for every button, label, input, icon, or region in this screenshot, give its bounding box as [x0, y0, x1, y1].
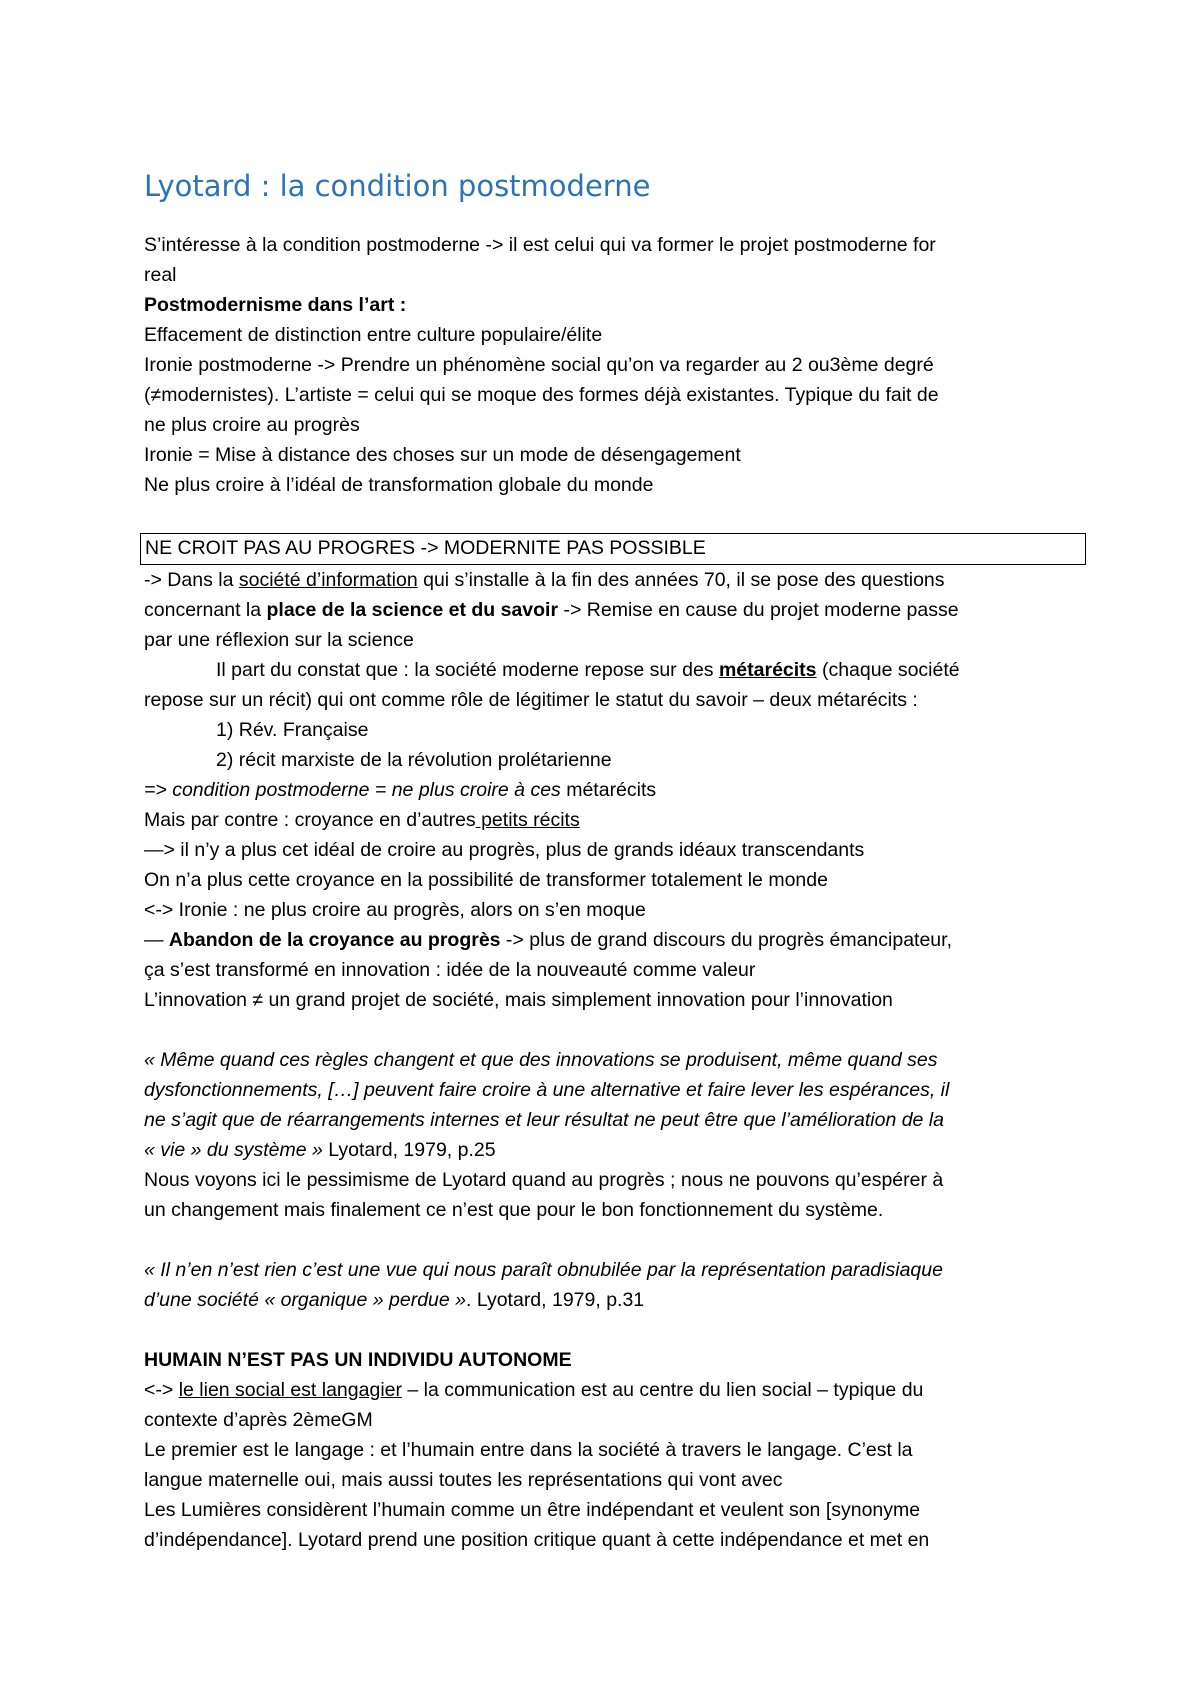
underlined-term: le lien social est langagier	[178, 1379, 402, 1401]
text-line: Ironie = Mise à distance des choses sur un mode de désengagement	[144, 444, 741, 466]
text-line: d’indépendance]. Lyotard prend une position critique quant à cette indépendance et met en	[144, 1529, 930, 1551]
spacer	[144, 1225, 1070, 1255]
text-run: – la communication est au centre du lien social – typique du	[402, 1379, 924, 1401]
text-line: On n’a plus cette croyance en la possibilité de transformer totalement le monde	[144, 869, 828, 891]
italic-run: « vie » du système »	[144, 1139, 323, 1161]
text-line	[144, 925, 1070, 955]
text-run: -> plus de grand discours du progrès émancipateur,	[500, 929, 952, 951]
text-run: Il part du constat que : la société moderne repose sur des	[216, 659, 719, 681]
text-run: concernant la	[144, 599, 267, 621]
bold-term: Abandon de la croyance au progrès	[168, 929, 501, 951]
underlined-term: petits récits	[475, 809, 580, 831]
bold-underlined-term: métarécits	[718, 659, 817, 681]
text-line	[144, 595, 1070, 625]
text-run: Mais par contre : croyance en d’autres	[144, 809, 476, 831]
text-line: par une réflexion sur la science	[144, 629, 414, 651]
list-item	[144, 745, 1070, 775]
section-heading: Postmodernisme dans l’art :	[144, 294, 407, 316]
text-line: langue maternelle oui, mais aussi toutes les représentations qui vont avec	[144, 1469, 783, 1491]
text-line: (≠modernistes). L’artiste = celui qui se moque des formes déjà existantes. Typique du fait de	[144, 384, 939, 406]
text-line: Effacement de distinction entre culture populaire/élite	[144, 324, 603, 346]
text-run: -> Remise en cause du projet moderne passe	[558, 599, 959, 621]
text-line	[144, 805, 1070, 835]
text-run: qui s’installe à la fin des années 70, il se pose des questions	[417, 569, 945, 591]
bold-term: place de la science et du savoir	[266, 599, 559, 621]
text-run: —	[144, 929, 169, 951]
boxed-heading: NE CROIT PAS AU PROGRES -> MODERNITE PAS POSSIBLE	[140, 533, 1086, 565]
text-line: un changement mais finalement ce n’est que pour le bon fonctionnement du système.	[144, 1199, 884, 1221]
italic-run: d’une société « organique » perdue »	[144, 1289, 466, 1311]
section-heading: HUMAIN N’EST PAS UN INDIVIDU AUTONOME	[144, 1349, 572, 1371]
text-line: Les Lumières considèrent l’humain comme un être indépendant et veulent son [synonyme	[144, 1499, 921, 1521]
list-item-text: 2) récit marxiste de la révolution prolétarienne	[216, 749, 612, 771]
text-line: Ironie postmoderne -> Prendre un phénomène social qu’on va regarder au 2 ou3ème degré	[144, 354, 934, 376]
text-line: Nous voyons ici le pessimisme de Lyotard quand au progrès ; nous ne pouvons qu’espérer à	[144, 1169, 944, 1191]
quote-line	[144, 1285, 1070, 1315]
text-run: métarécits	[560, 779, 657, 801]
text-line	[144, 565, 1070, 595]
italic-run: => condition postmoderne = ne plus croire à ces	[144, 779, 561, 801]
quote-line: dysfonctionnements, […] peuvent faire croire à une alternative et faire lever les espérances, il	[144, 1079, 950, 1101]
text-run: -> Dans la	[144, 569, 239, 591]
quote-line	[144, 1135, 1070, 1165]
citation: . Lyotard, 1979, p.31	[466, 1289, 645, 1311]
text-line	[144, 655, 1070, 685]
document-body	[144, 230, 1070, 1555]
text-line: real	[144, 264, 177, 286]
text-line	[144, 1375, 1070, 1405]
text-line: repose sur un récit) qui ont comme rôle de légitimer le statut du savoir – deux métarécits :	[144, 689, 918, 711]
text-run: (chaque société	[816, 659, 960, 681]
spacer	[144, 500, 1070, 530]
quote-line: « Il n’en n’est rien c’est une vue qui nous paraît obnubilée par la représentation paradisiaque	[144, 1259, 943, 1281]
text-line: —> il n’y a plus cet idéal de croire au progrès, plus de grands idéaux transcendants	[144, 839, 865, 861]
text-line: L’innovation ≠ un grand projet de société, mais simplement innovation pour l’innovation	[144, 989, 893, 1011]
text-line	[144, 775, 1070, 805]
text-line: contexte d’après 2èmeGM	[144, 1409, 373, 1431]
citation: Lyotard, 1979, p.25	[322, 1139, 496, 1161]
quote-line: ne s’agit que de réarrangements internes et leur résultat ne peut être que l’amélioration de la	[144, 1109, 944, 1131]
list-item-text: 1) Rév. Française	[216, 719, 369, 741]
text-line: ne plus croire au progrès	[144, 414, 360, 436]
text-line: Ne plus croire à l’idéal de transformation globale du monde	[144, 474, 654, 496]
text-line: ça s’est transformé en innovation : idée de la nouveauté comme valeur	[144, 959, 756, 981]
text-line: S’intéresse à la condition postmoderne -> il est celui qui va former le projet postmoderne for	[144, 234, 936, 256]
text-run: <->	[144, 1379, 179, 1401]
spacer	[144, 1315, 1070, 1345]
text-line: <-> Ironie : ne plus croire au progrès, alors on s’en moque	[144, 899, 646, 921]
spacer	[144, 1015, 1070, 1045]
list-item	[144, 715, 1070, 745]
page-title: Lyotard : la condition postmoderne	[144, 169, 651, 203]
underlined-term: société d’information	[238, 569, 418, 591]
text-line: Le premier est le langage : et l’humain entre dans la société à travers le langage. C’est la	[144, 1439, 913, 1461]
quote-line: « Même quand ces règles changent et que des innovations se produisent, même quand ses	[144, 1049, 938, 1071]
